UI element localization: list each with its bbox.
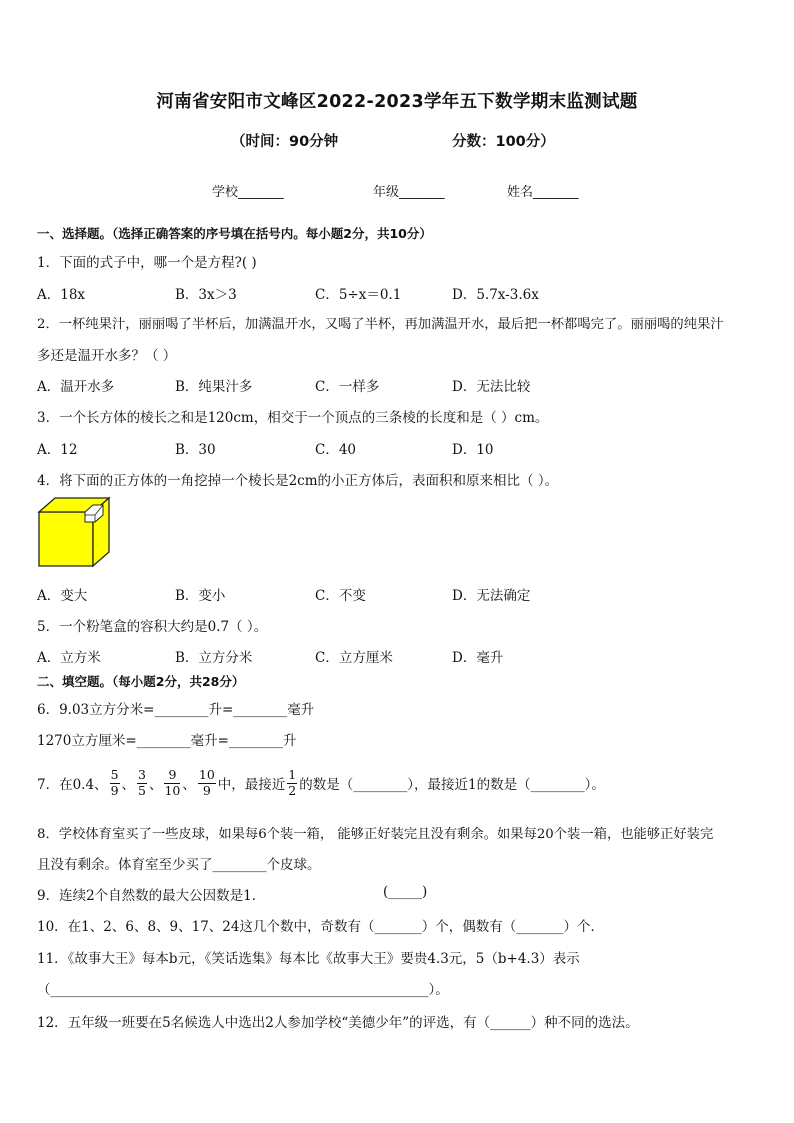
question-6-line1: 6．9.03立方分米=________升=________毫升 (37, 702, 315, 718)
section2-heading: 二、填空题。（每小题2分，共28分） (37, 674, 245, 689)
q3-option-a: A．12 (37, 442, 78, 458)
q7-fraction-1 (110, 768, 120, 798)
q7-sep-1: 、 (121, 777, 136, 793)
question-4-stem: 4．将下面的正方体的一角挖掉一个棱长是2cm的小正方体后，表面积和原来相比（ ）。 (37, 473, 559, 489)
question-11-line2: （________________________________________________________）。 (37, 982, 449, 998)
q7-f1-denominator: 9 (110, 782, 119, 798)
q1-option-b: B．3x＞3 (175, 287, 237, 303)
q7-f2-numerator: 3 (138, 767, 146, 783)
q7-prefix: 7．在0.4、 (37, 777, 108, 793)
q7-sep-3: 、 (182, 777, 196, 793)
q5-option-d: D．毫升 (452, 650, 504, 666)
question-7 (37, 763, 605, 803)
school-field: 学校_______ (212, 185, 284, 200)
question-6-line2: 1270立方厘米=________毫升=________升 (37, 733, 297, 749)
q5-option-b: B．立方分米 (175, 650, 253, 666)
question-9: 9．连续2个自然数的最大公因数是1． (37, 888, 266, 904)
q7-f3-numerator: 9 (164, 768, 180, 783)
q7-sep-2: 、 (148, 777, 163, 793)
q2-option-c: C．一样多 (315, 379, 380, 395)
q7-fraction-4 (198, 768, 216, 798)
q7-f1-numerator: 5 (110, 767, 119, 783)
q3-option-d: D．10 (452, 442, 494, 458)
q1-option-c: C．5÷x＝0.1 (315, 287, 402, 303)
cube-figure (37, 496, 113, 568)
q7-mid: 中，最接近 (217, 777, 286, 793)
q7-f2-denominator: 5 (138, 782, 146, 798)
q7-f4-numerator: 10 (198, 767, 215, 783)
q7-fh-numerator: 1 (288, 767, 297, 783)
q7-fh-denominator: 2 (288, 782, 297, 798)
q2-option-b: B．纯果汁多 (175, 379, 253, 395)
q3-option-b: B．30 (175, 442, 216, 458)
question-3-stem: 3．一个长方体的棱长之和是120cm，相交于一个顶点的三条棱的长度和是（ ）cm。 (37, 410, 549, 426)
question-1-stem: 1．下面的式子中，哪一个是方程?( ) (37, 255, 257, 271)
q5-option-a: A．立方米 (37, 650, 101, 666)
grade-field: 年级_______ (373, 185, 445, 200)
question-2-stem: 2．一杯纯果汁，丽丽喝了半杯后，加满温开水，又喝了半杯，再加满温开水，最后把一杯都喝完了。丽丽喝的纯果汁 (37, 317, 724, 332)
q7-f3-denominator: 10 (164, 782, 181, 798)
question-2-stem-cont: 多还是温开水多？（ ） (37, 348, 177, 364)
question-8-line1: 8．学校体育室买了一些皮球，如果每6个装一箱， 能够正好装完且没有剩余。如果每20个装一箱，也能够正好装完 (37, 827, 714, 842)
q7-fraction-2 (137, 768, 147, 798)
q7-fraction-3 (164, 768, 180, 798)
q4-option-b: B．变小 (175, 588, 226, 604)
page-title: 河南省安阳市文峰区2022-2023学年五下数学期末监测试题 (156, 92, 638, 112)
q7-f4-denominator: 9 (202, 782, 211, 798)
time-label: （时间：90分钟 (231, 134, 339, 150)
q7-suffix: 的数是（________），最接近1的数是（________）。 (299, 777, 605, 793)
question-12: 12．五年级一班要在5名候选人中选出2人参加学校“美德少年”的评选，有（______）种不同的选法。 (37, 1015, 639, 1031)
question-8-line2: 且没有剩余。体育室至少买了________个皮球。 (37, 857, 321, 873)
q1-option-d: D．5.7x-3.6x (452, 287, 539, 303)
question-11-line1: 11．《故事大王》每本b元，《笑话选集》每本比《故事大王》要贵4.3元，5（b+4.3）表示 (37, 951, 580, 967)
q1-option-a: A．18x (37, 287, 86, 303)
q4-option-c: C．不变 (315, 588, 366, 604)
q2-option-d: D．无法比较 (452, 379, 531, 395)
question-10: 10．在1、2、6、8、9、17、24这几个数中，奇数有（_______）个，偶数有（_______）个． (37, 919, 604, 935)
score-label: 分数：100分） (452, 134, 555, 150)
q4-option-d: D．无法确定 (452, 588, 531, 604)
q7-fraction-half (287, 768, 297, 798)
question-5-stem: 5．一个粉笔盒的容积大约是0.7（ ）。 (37, 619, 268, 635)
q2-option-a: A．温开水多 (37, 379, 115, 395)
q5-option-c: C．立方厘米 (315, 650, 393, 666)
q4-option-a: A．变大 (37, 588, 88, 604)
q3-option-c: C．40 (315, 442, 357, 458)
q9-answer-blank: (_____) (383, 884, 428, 900)
name-field: 姓名_______ (507, 185, 579, 200)
section1-heading: 一、选择题。（选择正确答案的序号填在括号内。每小题2分，共10分） (37, 226, 432, 241)
